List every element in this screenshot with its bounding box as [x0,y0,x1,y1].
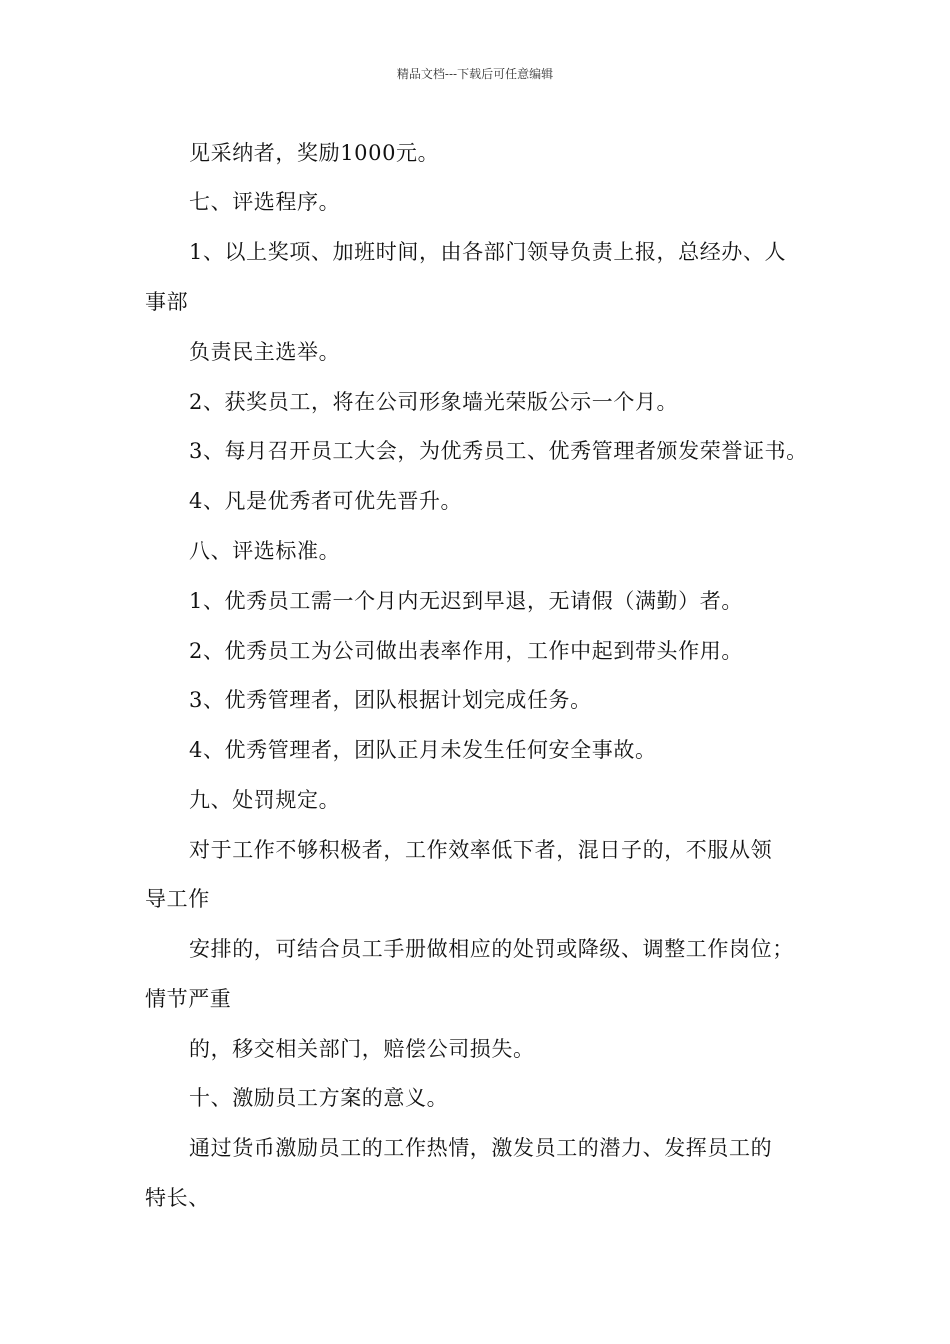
paragraph-line: 2、获奖员工，将在公司形象墙光荣版公示一个月。 [189,390,679,414]
paragraph-line: 的，移交相关部门，赔偿公司损失。 [189,1037,535,1061]
paragraph-line: 见采纳者，奖励1000元。 [189,141,440,165]
paragraph-line-continued: 事部 [145,290,189,314]
page-header: 精品文档---下载后可任意编辑 [396,67,554,81]
section-heading-10: 十、激励员工方案的意义。 [189,1086,449,1110]
section-heading-8: 八、评选标准。 [189,539,341,563]
paragraph-line: 通过货币激励员工的工作热情，激发员工的潜力、发挥员工的 [189,1136,773,1160]
paragraph-line: 对于工作不够积极者，工作效率低下者，混日子的，不服从领 [189,838,773,862]
paragraph-line: 安排的，可结合员工手册做相应的处罚或降级、调整工作岗位； [189,937,794,961]
paragraph-line-continued: 导工作 [145,887,210,911]
paragraph-line: 3、每月召开员工大会，为优秀员工、优秀管理者颁发荣誉证书。 [189,439,808,463]
paragraph-line: 4、凡是优秀者可优先晋升。 [189,489,463,513]
paragraph-line: 4、优秀管理者，团队正月未发生任何安全事故。 [189,738,657,762]
paragraph-line-continued: 情节严重 [145,987,232,1011]
paragraph-line: 负责民主选举。 [189,340,341,364]
paragraph-line-continued: 特长、 [145,1186,210,1210]
paragraph-line: 2、优秀员工为公司做出表率作用，工作中起到带头作用。 [189,639,743,663]
paragraph-line: 1、以上奖项、加班时间，由各部门领导负责上报，总经办、人 [189,240,787,264]
paragraph-line: 1、优秀员工需一个月内无迟到早退，无请假（满勤）者。 [189,589,743,613]
paragraph-line: 3、优秀管理者，团队根据计划完成任务。 [189,688,592,712]
section-heading-7: 七、评选程序。 [189,190,341,214]
section-heading-9: 九、处罚规定。 [189,788,341,812]
